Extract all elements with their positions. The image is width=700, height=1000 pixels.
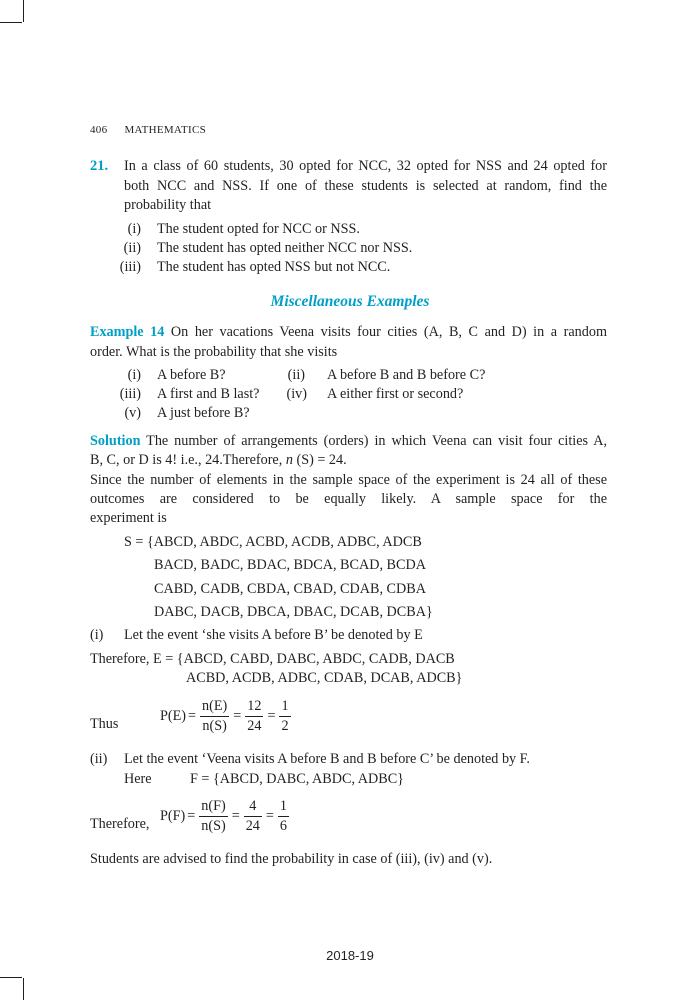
fraction-numerator: 12 xyxy=(247,698,262,714)
pe-fraction-1 xyxy=(200,698,229,735)
example-part-label: (iv) xyxy=(286,386,307,402)
here-label: Here xyxy=(124,771,152,787)
question-part-text: The student has opted NSS but not NCC. xyxy=(157,259,391,275)
set-e-line: Therefore, E = {ABCD, CABD, DABC, ABDC, CADB, DACB xyxy=(90,651,455,667)
example-part-text: A before B? xyxy=(157,367,226,383)
solution-line-2 xyxy=(90,452,347,469)
solution-line-1 xyxy=(90,433,607,450)
crop-mark-bottom-vertical xyxy=(23,978,24,1000)
closing-text: Students are advised to find the probability in case of (iii), (iv) and (v). xyxy=(90,851,493,867)
page-footer: 2018-19 xyxy=(326,948,374,963)
equals-sign: = xyxy=(187,808,196,824)
equals-sign: = xyxy=(267,708,276,724)
solution-label: Solution xyxy=(90,433,141,449)
question-line-2: both NCC and NSS. If one of these students is selected at random, find the xyxy=(124,178,607,194)
fraction-numerator: n(F) xyxy=(201,798,226,814)
pf-fraction-1 xyxy=(199,798,227,835)
question-part-label: (iii) xyxy=(119,259,141,275)
example-line-2: order. What is the probability that she visits xyxy=(90,344,338,360)
fraction-denominator: 24 xyxy=(247,718,262,734)
thus-label: Thus xyxy=(90,716,119,732)
part-ii-text: Let the event ‘Veena visits A before B and B before C’ be denoted by F. xyxy=(124,751,530,767)
fraction-denominator: n(S) xyxy=(201,818,226,834)
example-text-1: On her vacations Veena visits four cities (A, B, C and D) in a random xyxy=(164,324,607,340)
question-line-3: probability that xyxy=(124,197,212,213)
question-part-label: (ii) xyxy=(123,240,141,256)
page-number: 406 xyxy=(90,124,108,136)
fraction-denominator: 24 xyxy=(245,818,260,834)
fraction-denominator: n(S) xyxy=(202,718,227,734)
set-f: F = {ABCD, DABC, ABDC, ADBC} xyxy=(190,771,404,787)
equals-sign: = xyxy=(188,708,197,724)
solution-text-1: The number of arrangements (orders) in which Veena can visit four cities A, xyxy=(140,433,607,449)
example-part-label: (ii) xyxy=(287,367,305,383)
math-n: n xyxy=(285,452,293,468)
solution-para-line: outcomes are considered to be equally likely. A sample space for the xyxy=(90,491,607,507)
fraction-numerator: 4 xyxy=(249,798,257,814)
equals-sign: = xyxy=(233,708,242,724)
crop-mark-bottom-horizontal xyxy=(0,977,22,978)
example-line-1 xyxy=(90,324,607,341)
question-part-label: (i) xyxy=(127,221,141,237)
fraction-numerator: 1 xyxy=(279,798,287,814)
pe-lhs: P(E) xyxy=(160,708,187,724)
solution-para-line: Since the number of elements in the sample space of the experiment is 24 all of these xyxy=(90,472,607,488)
therefore-label: Therefore, xyxy=(90,816,150,832)
header-title: MATHEMATICS xyxy=(124,124,206,136)
pe-fraction-3 xyxy=(279,698,290,735)
example-part-label: (i) xyxy=(127,367,141,383)
sample-space-line: DABC, DACB, DBCA, DBAC, DCAB, DCBA} xyxy=(154,604,433,620)
part-ii-label: (ii) xyxy=(90,751,108,767)
fraction-denominator: 2 xyxy=(281,718,289,734)
example-part-text: A first and B last? xyxy=(157,386,260,402)
example-part-text: A just before B? xyxy=(157,405,250,421)
question-part-text: The student opted for NCC or NSS. xyxy=(157,221,360,237)
equals-sign: = xyxy=(231,808,240,824)
solution-text-2a: B, C, or D is 4! i.e., 24.Therefore, xyxy=(90,452,286,468)
sample-space-line: CABD, CADB, CBDA, CBAD, CDAB, CDBA xyxy=(154,581,426,597)
fraction-numerator: n(E) xyxy=(202,698,228,714)
question-part-text: The student has opted neither NCC nor NSS. xyxy=(157,240,413,256)
question-number: 21. xyxy=(90,158,109,174)
fraction-denominator: 6 xyxy=(279,818,287,834)
part-i-text: Let the event ‘she visits A before B’ be denoted by E xyxy=(124,627,423,643)
example-part-label: (v) xyxy=(124,405,141,421)
question-line-1: In a class of 60 students, 30 opted for NCC, 32 opted for NSS and 24 opted for xyxy=(124,158,607,174)
pf-fraction-2 xyxy=(244,798,262,835)
sample-space-line: BACD, BADC, BDAC, BDCA, BCAD, BCDA xyxy=(154,557,426,573)
crop-mark-top-horizontal xyxy=(0,22,22,23)
sample-space-line: S = {ABCD, ABDC, ACBD, ACDB, ADBC, ADCB xyxy=(124,534,422,550)
probability-f-equation xyxy=(160,798,291,835)
example-label: Example 14 xyxy=(90,324,165,340)
pf-lhs: P(F) xyxy=(160,808,186,824)
example-part-label: (iii) xyxy=(119,386,141,402)
solution-text-2b: (S) = 24. xyxy=(292,452,347,468)
example-part-text: A either first or second? xyxy=(327,386,464,402)
equals-sign: = xyxy=(265,808,274,824)
pe-fraction-2 xyxy=(245,698,263,735)
section-heading: Miscellaneous Examples xyxy=(270,293,430,310)
crop-mark-top-vertical xyxy=(23,0,24,22)
part-i-label: (i) xyxy=(90,627,104,643)
running-header xyxy=(90,124,206,136)
solution-para-line: experiment is xyxy=(90,510,167,526)
fraction-numerator: 1 xyxy=(281,698,289,714)
example-part-text: A before B and B before C? xyxy=(327,367,486,383)
pf-fraction-3 xyxy=(278,798,289,835)
probability-e-equation xyxy=(160,698,293,735)
set-e-line: ACBD, ACDB, ADBC, CDAB, DCAB, ADCB} xyxy=(186,670,463,686)
